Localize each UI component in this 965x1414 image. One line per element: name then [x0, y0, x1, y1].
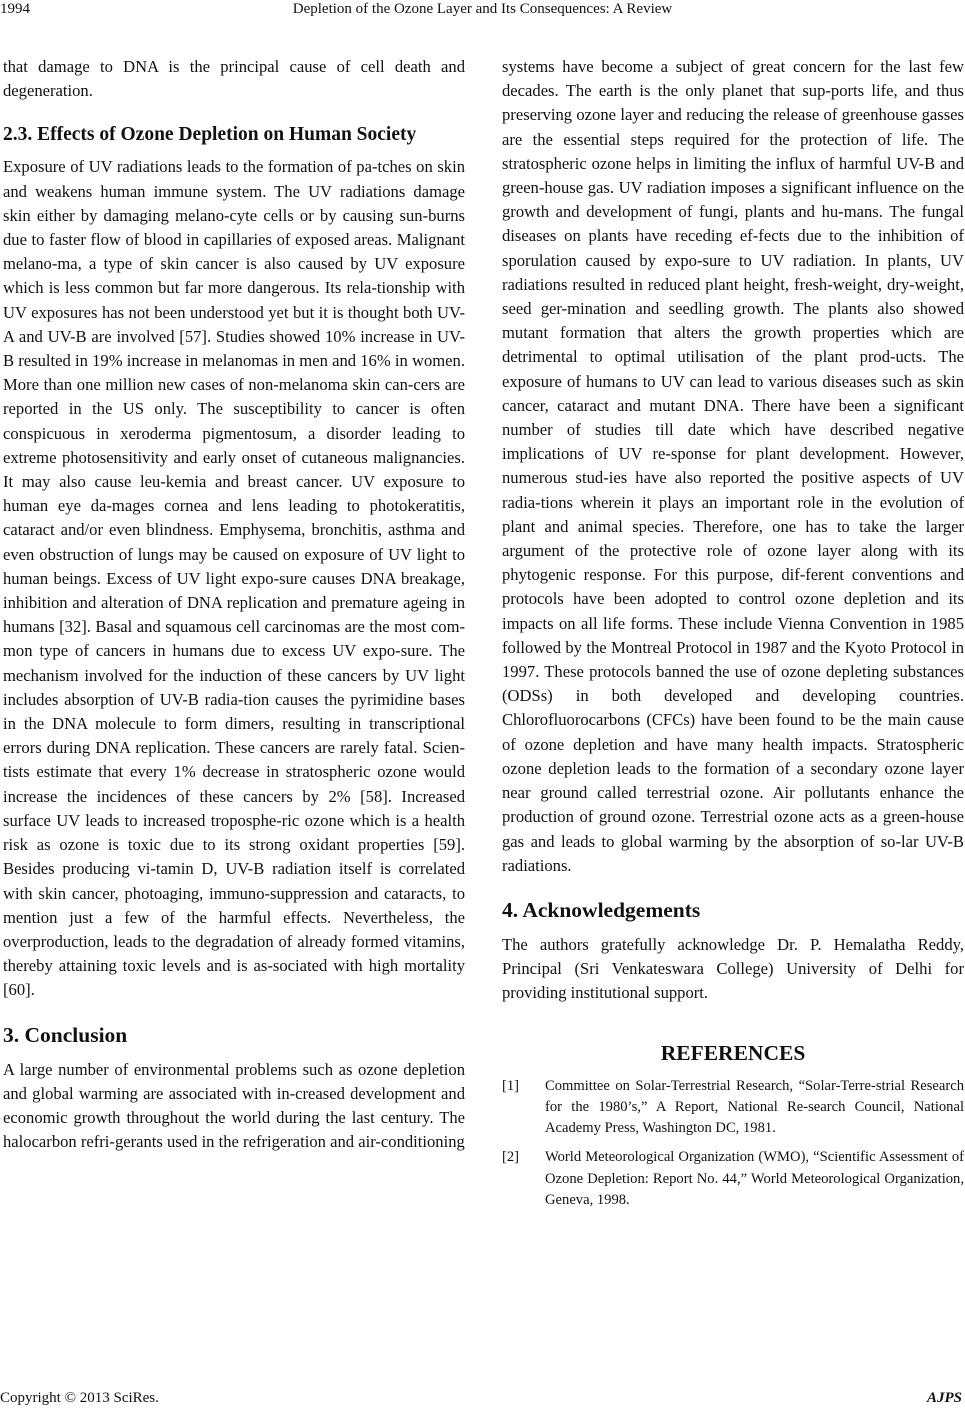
left-column: [3, 55, 465, 1154]
section-3-heading: 3. Conclusion: [3, 1022, 128, 1047]
right-column: [502, 55, 964, 1219]
section-4-body: The authors gratefully acknowledge Dr. P. Hemalatha Reddy, Principal (Sri Venkateswara College) University of Delhi for providing institutional support.: [502, 934, 964, 1003]
section-2-3-heading: 2.3. Effects of Ozone Depletion on Human Society: [3, 124, 417, 146]
section-2-3-body: Exposure of UV radiations leads to the formation of pa-tches on skin and weakens human immune system. The UV radiations damage skin either by damaging melano-cyte cells or by causing sun-burns due to faster flow of blood in capillaries of exposed areas. Malignant melano-ma, a type of skin cancer is also caused by UV exposure which is less common but far more dangerous. Its rela-tionship with UV exposures has not been understood yet but it is thought both UV-A and UV-B are involved [57]. Studies showed 10% increase in UV-B resulted in 19% increase in melanomas in men and 16% in women. More than one million new cases of non-melanoma skin can-cers are reported in the US only. The susceptibility to cancer is often conspicuous in xeroderma pigmentosum, a disorder leading to extreme photosensitivity and early onset of cutaneous malignancies. It may also cause leu-kemia and breast cancer. UV exposure to human eye da-mages cornea and lens leading to photokeratitis, cataract and/or even blindness. Emphysema, bronchitis, asthma and even obstruction of lungs may be caused on exposure of UV light to human beings. Excess of UV light expo-sure causes DNA breakage, inhibition and alteration of DNA replication and premature ageing in humans [32]. Basal and squamous cell carcinomas are the most com-mon type of cancers in humans due to excess UV expo-sure. The mechanism involved for the induction of these cancers by UV light includes absorption of UV-B radia-tion causes the pyrimidine bases in the DNA molecule to form dimers, resulting in transcriptional errors during DNA replication. These cancers are rarely fatal. Scien-tists estimate that every 1% decrease in stratospheric ozone would increase the incidences of these cancers by 2% [58]. Increased surface UV leads to increased troposphe-ric ozone which is a health risk as ozone is toxic due to its strong oxidant properties [59]. Besides producing vi-tamin D, UV-B radiation itself is correlated with skin cancer, photoaging, immuno-suppression and cataracts, to mention just a few of the harmful effects. Nevertheless, the overproduction, leads to the degradation of already formed vitamins, thereby attaining toxic levels and is as-sociated with high mortality [60].: [3, 157, 465, 1000]
paragraph-continued: that damage to DNA is the principal cause of cell death and degeneration.: [3, 57, 465, 101]
reference-number: [2]: [502, 1149, 520, 1166]
reference-text: Committee on Solar-Terrestrial Research, “Solar-Terre-strial Research for the 1980’s,” A Report, National Re-search Council, National Academy Press, Washington DC, 1981.: [545, 1077, 964, 1137]
copyright-notice: Copyright © 2013 SciRes.: [0, 1390, 159, 1406]
reference-text: World Meteorological Organization (WMO), “Scientific Assessment of Ozone Depletion: Report No. 44,” World Meteorological Organization, Geneva, 1998.: [545, 1149, 964, 1208]
section-3-body: A large number of environmental problems such as ozone depletion and global warming are associated with in-creased development and economic growth throughout the world during the last century. The halocarbon refri-gerants used in the refrigeration and air-conditioning: [3, 1059, 465, 1152]
reference-item: [502, 1147, 964, 1211]
page-header: [0, 0, 965, 22]
journal-abbreviation: AJPS: [926, 1390, 962, 1406]
reference-number: [1]: [502, 1077, 520, 1094]
reference-item: [502, 1076, 964, 1140]
page-footer: [0, 1389, 965, 1411]
page-number: 1994: [0, 1, 30, 17]
references-heading: REFERENCES: [660, 1040, 806, 1065]
section-4-heading: 4. Acknowledgements: [502, 897, 701, 922]
section-3-body-continued: systems have become a subject of great concern for the last few decades. The earth is the only planet that sup-ports life, and thus preserving ozone layer and reducing the release of greenhouse gasses are the essential steps required for the protection of life. The stratospheric ozone helps in limiting the influx of harmful UV-B and green-house gas. UV radiation imposes a significant influence on the growth and development of fungi, plants and hu-mans. The fungal diseases on plants have receding ef-fects due to the inhibition of sporulation caused by expo-sure to UV radiation. In plants, UV radiations resulted in reduced plant height, fresh-weight, dry-weight, seed ger-mination and seedling growth. The plants also showed mutant formation that alters the growth properties which are detrimental to optimal utilisation of the plant prod-ucts. The exposure of humans to UV can lead to various diseases such as skin cancer, cataract and mutant DNA. There have been a significant number of studies till date which have described negative implications of UV re-sponse for plant development. However, numerous stud-ies have also reported the positive aspects of UV radia-tions wherein it plays an important role in the evolution of plant and animal species. Therefore, one has to take the larger argument of the protective role of ozone layer along with its phytogenic response. For this purpose, dif-ferent conventions and protocols have been adopted to control ozone depletion and its impacts on all life forms. These include Vienna Convention in 1985 followed by the Montreal Protocol in 1987 and the Kyoto Protocol in 1997. These protocols banned the use of ozone depleting substances (ODSs) in both developed and developing countries. Chlorofluorocarbons (CFCs) have been found to be the main cause of ozone depletion and have many health impacts. Stratospheric ozone depletion leads to the formation of a secondary ozone layer near ground called terrestrial ozone. Air pollutants enhance the production of ground ozone. Terrestrial ozone acts as a green-house gas and leads to global warming by the absorption of so-lar UV-B radiations.: [502, 57, 964, 875]
running-title: Depletion of the Ozone Layer and Its Consequences: A Review: [292, 1, 673, 17]
references-list: [502, 1076, 964, 1212]
